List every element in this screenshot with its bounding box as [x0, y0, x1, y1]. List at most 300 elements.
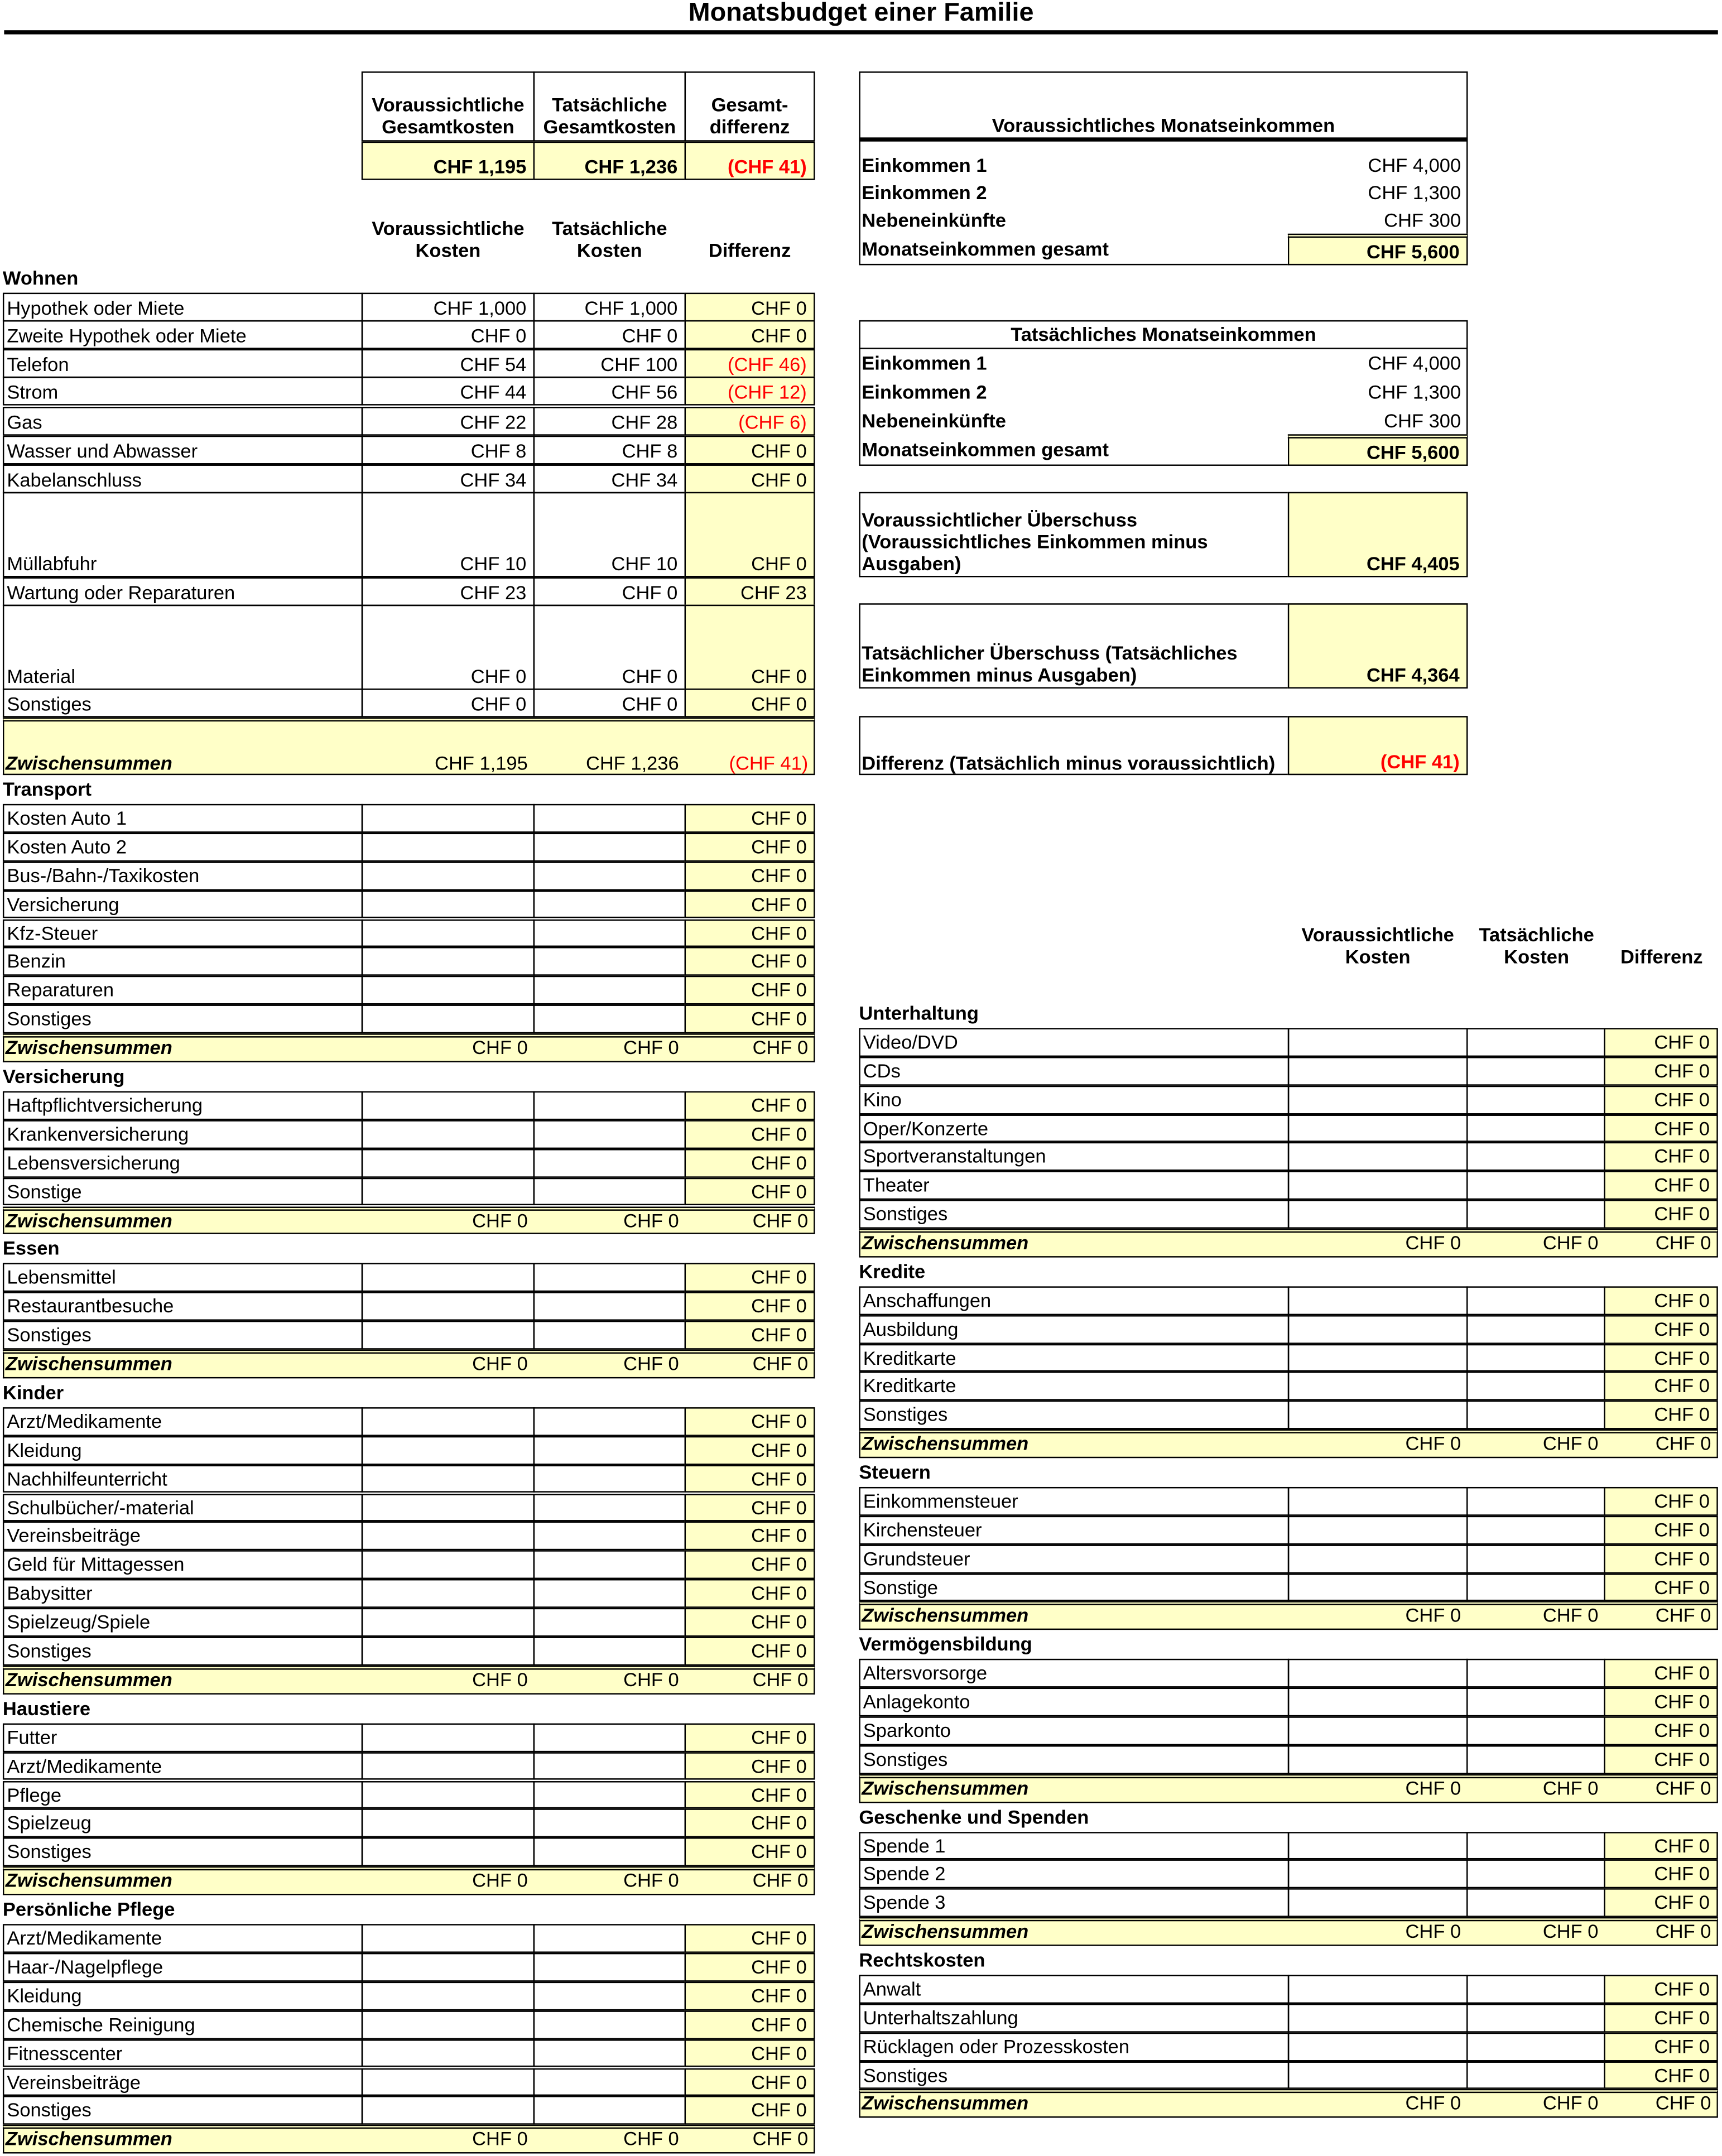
- left-actual-input[interactable]: [533, 1522, 686, 1551]
- left-diff: CHF 0: [685, 1522, 815, 1551]
- left-actual-input[interactable]: [533, 919, 686, 947]
- left-diff: CHF 0: [685, 2096, 815, 2125]
- left-item-label: Bus-/Bahn-/Taxikosten: [3, 862, 363, 890]
- right-actual-input[interactable]: [1466, 2004, 1605, 2032]
- left-actual-input[interactable]: [533, 947, 686, 976]
- right-planned-input[interactable]: [1288, 1831, 1468, 1860]
- left-planned-input[interactable]: [362, 1465, 535, 1493]
- right-diff: CHF 0: [1604, 1028, 1718, 1056]
- right-diff: CHF 0: [1604, 1344, 1718, 1372]
- right-item-label: Theater: [859, 1171, 1289, 1200]
- left-diff: CHF 0: [685, 2068, 815, 2096]
- housing-diff: (CHF 6): [685, 407, 815, 436]
- left-actual-input[interactable]: [533, 1005, 686, 1033]
- col-header-actual: Tatsächliche Kosten: [552, 217, 667, 261]
- right-actual-input[interactable]: [1466, 1344, 1605, 1372]
- left-item-label: Pflege: [3, 1780, 363, 1809]
- housing-diff: CHF 0: [685, 464, 815, 493]
- left-subtotal-actual: CHF 0: [623, 2128, 679, 2150]
- left-actual-input[interactable]: [533, 1809, 686, 1837]
- left-planned-input[interactable]: [362, 832, 535, 861]
- left-item-label: Haftpflichtversicherung: [3, 1091, 363, 1119]
- right-subtotal-planned: CHF 0: [1405, 1432, 1461, 1455]
- left-planned-input[interactable]: [362, 1263, 535, 1292]
- left-planned-input[interactable]: [362, 1723, 535, 1751]
- left-diff: CHF 0: [685, 1120, 815, 1148]
- left-item-label: Schulbücher/-material: [3, 1493, 363, 1522]
- right-actual-input[interactable]: [1466, 1028, 1605, 1056]
- housing-planned[interactable]: CHF 0: [362, 689, 535, 718]
- right-diff: CHF 0: [1604, 2061, 1718, 2089]
- right-actual-input[interactable]: [1466, 1688, 1605, 1716]
- left-subtotal-actual: CHF 0: [623, 1869, 679, 1892]
- right-planned-input[interactable]: [1288, 1401, 1468, 1430]
- left-actual-input[interactable]: [533, 1263, 686, 1292]
- expected-income-value-1: CHF 4,000: [1368, 153, 1461, 176]
- left-item-label: Fitnesscenter: [3, 2039, 363, 2067]
- housing-diff: CHF 23: [685, 577, 815, 606]
- housing-actual[interactable]: CHF 0: [533, 320, 686, 349]
- left-actual-input[interactable]: [533, 862, 686, 890]
- left-actual-input[interactable]: [533, 2010, 686, 2039]
- title-divider: [4, 30, 1718, 34]
- housing-label: Gas: [3, 407, 363, 436]
- right-diff: CHF 0: [1604, 2032, 1718, 2061]
- left-planned-input[interactable]: [362, 976, 535, 1004]
- left-actual-input[interactable]: [533, 890, 686, 918]
- left-section-title: Kinder: [2, 1381, 64, 1403]
- housing-planned[interactable]: CHF 54: [362, 349, 535, 378]
- right-subtotal-actual: CHF 0: [1542, 1920, 1599, 1942]
- left-actual-input[interactable]: [533, 976, 686, 1004]
- right-subtotal-diff: CHF 0: [1655, 1231, 1711, 1254]
- left-planned-input[interactable]: [362, 1407, 535, 1436]
- right-planned-input[interactable]: [1288, 1688, 1468, 1716]
- right-item-label: Spende 3: [859, 1889, 1289, 1917]
- housing-diff: CHF 0: [685, 605, 815, 690]
- housing-diff: CHF 0: [685, 436, 815, 465]
- right-section-title: Steuern: [859, 1461, 931, 1483]
- left-diff: CHF 0: [685, 1005, 815, 1033]
- right-item-label: Spende 2: [859, 1860, 1289, 1888]
- right-actual-input[interactable]: [1466, 1085, 1605, 1114]
- left-actual-input[interactable]: [533, 1493, 686, 1522]
- right-planned-input[interactable]: [1288, 1056, 1468, 1085]
- right-planned-input[interactable]: [1288, 2032, 1468, 2061]
- right-diff: CHF 0: [1604, 1085, 1718, 1114]
- housing-actual[interactable]: CHF 100: [533, 349, 686, 378]
- right-planned-input[interactable]: [1288, 2004, 1468, 2032]
- actual-income-value-3: CHF 300: [1384, 409, 1461, 432]
- right-planned-input[interactable]: [1288, 1372, 1468, 1401]
- left-diff: CHF 0: [685, 1780, 815, 1809]
- right-col-header-planned: Voraussichtliche Kosten: [1301, 923, 1454, 968]
- left-section-title: Transport: [2, 778, 92, 800]
- housing-diff: CHF 0: [685, 689, 815, 718]
- left-actual-input[interactable]: [533, 1608, 686, 1637]
- left-item-label: Restaurantbesuche: [3, 1292, 363, 1321]
- right-actual-input[interactable]: [1466, 1171, 1605, 1200]
- housing-actual[interactable]: CHF 0: [533, 577, 686, 606]
- left-subtotal-planned: CHF 0: [472, 1352, 528, 1374]
- left-actual-input[interactable]: [533, 1436, 686, 1464]
- left-planned-input[interactable]: [362, 2010, 535, 2039]
- left-actual-input[interactable]: [533, 1780, 686, 1809]
- right-actual-input[interactable]: [1466, 1716, 1605, 1745]
- col-header-planned: Voraussichtliche Kosten: [372, 217, 525, 261]
- right-actual-input[interactable]: [1466, 1114, 1605, 1142]
- left-diff: CHF 0: [685, 1263, 815, 1292]
- expected-income-total-label: Monatseinkommen gesamt: [862, 238, 1109, 260]
- housing-planned[interactable]: CHF 10: [362, 492, 535, 578]
- right-actual-input[interactable]: [1466, 1200, 1605, 1229]
- expected-income-divider: [859, 137, 1468, 141]
- right-planned-input[interactable]: [1288, 1085, 1468, 1114]
- left-item-label: Arzt/Medikamente: [3, 1407, 363, 1436]
- left-item-label: Benzin: [3, 947, 363, 976]
- actual-income-value-1: CHF 4,000: [1368, 352, 1461, 374]
- right-diff: CHF 0: [1604, 1286, 1718, 1315]
- right-item-label: Sportveranstaltungen: [859, 1143, 1289, 1171]
- right-diff: CHF 0: [1604, 1372, 1718, 1401]
- housing-label: Müllabfuhr: [3, 492, 363, 578]
- left-section-title: Haustiere: [2, 1697, 91, 1719]
- left-planned-input[interactable]: [362, 1579, 535, 1608]
- left-actual-input[interactable]: [533, 804, 686, 832]
- right-diff: CHF 0: [1604, 1573, 1718, 1601]
- left-diff: CHF 0: [685, 919, 815, 947]
- housing-diff: CHF 0: [685, 293, 815, 322]
- left-section-title: Essen: [2, 1237, 60, 1260]
- left-actual-input[interactable]: [533, 2068, 686, 2096]
- housing-planned[interactable]: CHF 8: [362, 436, 535, 465]
- expected-income-label-3: Nebeneinkünfte: [862, 209, 1006, 231]
- section-title-housing: Wohnen: [2, 266, 79, 289]
- summary-planned-total: CHF 1,195: [362, 142, 535, 180]
- left-subtotal-planned: CHF 0: [472, 2128, 528, 2150]
- actual-surplus-value: CHF 4,364: [1288, 603, 1468, 689]
- right-actual-input[interactable]: [1466, 1143, 1605, 1171]
- left-actual-input[interactable]: [533, 1579, 686, 1608]
- left-actual-input[interactable]: [533, 1407, 686, 1436]
- left-planned-input[interactable]: [362, 1493, 535, 1522]
- right-item-label: Einkommensteuer: [859, 1487, 1289, 1515]
- right-item-label: Grundsteuer: [859, 1544, 1289, 1573]
- left-planned-input[interactable]: [362, 919, 535, 947]
- left-actual-input[interactable]: [533, 1953, 686, 1981]
- left-subtotal-label: Zwischensummen: [5, 1209, 172, 1231]
- left-diff: CHF 0: [685, 1148, 815, 1177]
- right-diff: CHF 0: [1604, 1200, 1718, 1229]
- right-planned-input[interactable]: [1288, 1286, 1468, 1315]
- right-item-label: Unterhaltszahlung: [859, 2004, 1289, 2032]
- housing-subtotal-actual: CHF 1,236: [585, 752, 679, 774]
- left-actual-input[interactable]: [533, 1551, 686, 1579]
- right-subtotal-planned: CHF 0: [1405, 1604, 1461, 1626]
- right-actual-input[interactable]: [1466, 1659, 1605, 1687]
- left-subtotal-diff: CHF 0: [752, 2128, 809, 2150]
- left-actual-input[interactable]: [533, 1292, 686, 1321]
- left-planned-input[interactable]: [362, 1292, 535, 1321]
- actual-income-total-value: CHF 5,600: [1288, 434, 1468, 466]
- housing-actual[interactable]: CHF 10: [533, 492, 686, 578]
- housing-label: Strom: [3, 377, 363, 406]
- summary-header-actual: Tatsächliche Gesamtkosten: [533, 71, 686, 142]
- right-actual-input[interactable]: [1466, 1315, 1605, 1343]
- right-item-label: Anwalt: [859, 1975, 1289, 2003]
- left-diff: CHF 0: [685, 1751, 815, 1780]
- left-actual-input[interactable]: [533, 1723, 686, 1751]
- left-subtotal-label: Zwischensummen: [5, 1869, 172, 1892]
- housing-planned[interactable]: CHF 22: [362, 407, 535, 436]
- right-planned-input[interactable]: [1288, 1889, 1468, 1917]
- left-planned-input[interactable]: [362, 1780, 535, 1809]
- right-item-label: Kreditkarte: [859, 1372, 1289, 1401]
- right-actual-input[interactable]: [1466, 1745, 1605, 1774]
- right-subtotal-label: Zwischensummen: [862, 1604, 1029, 1626]
- right-diff: CHF 0: [1604, 1143, 1718, 1171]
- left-planned-input[interactable]: [362, 947, 535, 976]
- left-diff: CHF 0: [685, 976, 815, 1004]
- left-section-title: Versicherung: [2, 1065, 125, 1087]
- right-diff: CHF 0: [1604, 2004, 1718, 2032]
- left-diff: CHF 0: [685, 1321, 815, 1349]
- left-planned-input[interactable]: [362, 1809, 535, 1837]
- housing-actual[interactable]: CHF 34: [533, 464, 686, 493]
- left-planned-input[interactable]: [362, 1924, 535, 1952]
- expected-income-total-value: CHF 5,600: [1288, 234, 1468, 266]
- housing-label: Zweite Hypothek oder Miete: [3, 320, 363, 349]
- left-planned-input[interactable]: [362, 2039, 535, 2067]
- housing-planned[interactable]: CHF 23: [362, 577, 535, 606]
- right-item-label: Video/DVD: [859, 1028, 1289, 1056]
- left-subtotal-diff: CHF 0: [752, 1668, 809, 1691]
- left-actual-input[interactable]: [533, 1924, 686, 1952]
- summary-actual-total: CHF 1,236: [533, 142, 686, 180]
- left-planned-input[interactable]: [362, 1953, 535, 1981]
- left-diff: CHF 0: [685, 1091, 815, 1119]
- surplus-diff-label: Differenz (Tatsächlich minus voraussichtlich): [862, 752, 1276, 774]
- left-item-label: Babysitter: [3, 1579, 363, 1608]
- left-actual-input[interactable]: [533, 1637, 686, 1665]
- left-actual-input[interactable]: [533, 1981, 686, 2010]
- right-actual-input[interactable]: [1466, 1372, 1605, 1401]
- housing-actual[interactable]: CHF 8: [533, 436, 686, 465]
- right-planned-input[interactable]: [1288, 1344, 1468, 1372]
- actual-income-value-2: CHF 1,300: [1368, 381, 1461, 403]
- right-planned-input[interactable]: [1288, 1028, 1468, 1056]
- left-diff: CHF 0: [685, 1637, 815, 1665]
- right-subtotal-diff: CHF 0: [1655, 1432, 1711, 1455]
- left-item-label: Haar-/Nagelpflege: [3, 1953, 363, 1981]
- left-actual-input[interactable]: [533, 1177, 686, 1206]
- right-planned-input[interactable]: [1288, 1745, 1468, 1774]
- left-actual-input[interactable]: [533, 1838, 686, 1866]
- left-planned-input[interactable]: [362, 1177, 535, 1206]
- housing-diff: CHF 0: [685, 320, 815, 349]
- left-planned-input[interactable]: [362, 804, 535, 832]
- right-planned-input[interactable]: [1288, 1487, 1468, 1515]
- expected-income-label-2: Einkommen 2: [862, 181, 987, 204]
- left-planned-input[interactable]: [362, 1321, 535, 1349]
- right-subtotal-planned: CHF 0: [1405, 2092, 1461, 2115]
- right-item-label: Rücklagen oder Prozesskosten: [859, 2032, 1289, 2061]
- right-item-label: Anschaffungen: [859, 1286, 1289, 1315]
- left-planned-input[interactable]: [362, 1751, 535, 1780]
- left-planned-input[interactable]: [362, 862, 535, 890]
- right-actual-input[interactable]: [1466, 1544, 1605, 1573]
- left-subtotal-actual: CHF 0: [623, 1352, 679, 1374]
- right-planned-input[interactable]: [1288, 1515, 1468, 1544]
- left-item-label: Kleidung: [3, 1436, 363, 1464]
- left-actual-input[interactable]: [533, 1751, 686, 1780]
- right-diff: CHF 0: [1604, 1688, 1718, 1716]
- right-diff: CHF 0: [1604, 1515, 1718, 1544]
- expected-income-value-3: CHF 300: [1384, 209, 1461, 231]
- housing-actual[interactable]: CHF 28: [533, 407, 686, 436]
- right-planned-input[interactable]: [1288, 1659, 1468, 1687]
- left-planned-input[interactable]: [362, 1838, 535, 1866]
- left-diff: CHF 0: [685, 1579, 815, 1608]
- right-planned-input[interactable]: [1288, 1171, 1468, 1200]
- housing-subtotal-planned: CHF 1,195: [435, 752, 528, 774]
- housing-actual[interactable]: CHF 0: [533, 689, 686, 718]
- right-item-label: Altersvorsorge: [859, 1659, 1289, 1687]
- left-planned-input[interactable]: [362, 1120, 535, 1148]
- right-col-header-actual: Tatsächliche Kosten: [1479, 923, 1594, 968]
- left-subtotal-diff: CHF 0: [752, 1352, 809, 1374]
- right-actual-input[interactable]: [1466, 2032, 1605, 2061]
- left-diff: CHF 0: [685, 1838, 815, 1866]
- right-planned-input[interactable]: [1288, 1975, 1468, 2003]
- actual-surplus-label: Tatsächlicher Überschuss (Tatsächliches Einkommen minus Ausgaben): [862, 642, 1238, 686]
- right-planned-input[interactable]: [1288, 2061, 1468, 2089]
- right-planned-input[interactable]: [1288, 1200, 1468, 1229]
- housing-subtotal-label: Zwischensummen: [5, 752, 172, 774]
- right-actual-input[interactable]: [1466, 1975, 1605, 2003]
- left-planned-input[interactable]: [362, 1091, 535, 1119]
- right-section-title: Kredite: [859, 1260, 926, 1282]
- left-diff: CHF 0: [685, 1809, 815, 1837]
- left-planned-input[interactable]: [362, 1551, 535, 1579]
- left-actual-input[interactable]: [533, 1148, 686, 1177]
- right-diff: CHF 0: [1604, 1114, 1718, 1142]
- right-planned-input[interactable]: [1288, 1860, 1468, 1888]
- page-title: Monatsbudget einer Familie: [688, 0, 1034, 28]
- left-subtotal-planned: CHF 0: [472, 1036, 528, 1058]
- left-planned-input[interactable]: [362, 1148, 535, 1177]
- left-actual-input[interactable]: [533, 2096, 686, 2125]
- right-actual-input[interactable]: [1466, 1573, 1605, 1601]
- left-planned-input[interactable]: [362, 1436, 535, 1464]
- housing-actual[interactable]: CHF 1,000: [533, 293, 686, 322]
- right-actual-input[interactable]: [1466, 1860, 1605, 1888]
- housing-label: Telefon: [3, 349, 363, 378]
- left-item-label: Kosten Auto 1: [3, 804, 363, 832]
- housing-planned[interactable]: CHF 0: [362, 320, 535, 349]
- left-planned-input[interactable]: [362, 2096, 535, 2125]
- left-actual-input[interactable]: [533, 832, 686, 861]
- right-actual-input[interactable]: [1466, 2061, 1605, 2089]
- left-actual-input[interactable]: [533, 1120, 686, 1148]
- right-diff: CHF 0: [1604, 1860, 1718, 1888]
- left-planned-input[interactable]: [362, 1522, 535, 1551]
- housing-planned[interactable]: CHF 34: [362, 464, 535, 493]
- col-header-diff: Differenz: [708, 239, 791, 261]
- right-actual-input[interactable]: [1466, 1831, 1605, 1860]
- right-subtotal-label: Zwischensummen: [862, 2092, 1029, 2115]
- housing-actual[interactable]: CHF 0: [533, 605, 686, 690]
- housing-planned[interactable]: CHF 0: [362, 605, 535, 690]
- left-item-label: Sonstige: [3, 1177, 363, 1206]
- right-planned-input[interactable]: [1288, 1143, 1468, 1171]
- right-actual-input[interactable]: [1466, 1487, 1605, 1515]
- left-diff: CHF 0: [685, 1465, 815, 1493]
- left-actual-input[interactable]: [533, 2039, 686, 2067]
- left-actual-input[interactable]: [533, 1465, 686, 1493]
- right-subtotal-label: Zwischensummen: [862, 1231, 1029, 1254]
- left-planned-input[interactable]: [362, 1608, 535, 1637]
- left-planned-input[interactable]: [362, 1005, 535, 1033]
- right-item-label: Sonstiges: [859, 2061, 1289, 2089]
- left-planned-input[interactable]: [362, 890, 535, 918]
- left-diff: CHF 0: [685, 947, 815, 976]
- right-subtotal-planned: CHF 0: [1405, 1777, 1461, 1799]
- left-planned-input[interactable]: [362, 1981, 535, 2010]
- right-item-label: Sonstiges: [859, 1745, 1289, 1774]
- left-actual-input[interactable]: [533, 1091, 686, 1119]
- right-section-title: Vermögensbildung: [859, 1633, 1032, 1656]
- left-item-label: Kosten Auto 2: [3, 832, 363, 861]
- housing-planned[interactable]: CHF 1,000: [362, 293, 535, 322]
- right-planned-input[interactable]: [1288, 1114, 1468, 1142]
- right-planned-input[interactable]: [1288, 1716, 1468, 1745]
- left-actual-input[interactable]: [533, 1321, 686, 1349]
- left-subtotal-planned: CHF 0: [472, 1668, 528, 1691]
- right-actual-input[interactable]: [1466, 1889, 1605, 1917]
- right-planned-input[interactable]: [1288, 1544, 1468, 1573]
- housing-diff: CHF 0: [685, 492, 815, 578]
- right-planned-input[interactable]: [1288, 1315, 1468, 1343]
- left-diff: CHF 0: [685, 1723, 815, 1751]
- left-diff: CHF 0: [685, 1608, 815, 1637]
- right-item-label: Sonstige: [859, 1573, 1289, 1601]
- housing-planned[interactable]: CHF 44: [362, 377, 535, 406]
- left-subtotal-diff: CHF 0: [752, 1869, 809, 1892]
- left-item-label: Nachhilfeunterricht: [3, 1465, 363, 1493]
- right-planned-input[interactable]: [1288, 1573, 1468, 1601]
- right-subtotal-actual: CHF 0: [1542, 1777, 1599, 1799]
- right-diff: CHF 0: [1604, 1716, 1718, 1745]
- left-subtotal-label: Zwischensummen: [5, 1036, 172, 1058]
- right-actual-input[interactable]: [1466, 1401, 1605, 1430]
- housing-actual[interactable]: CHF 56: [533, 377, 686, 406]
- right-section-title: Rechtskosten: [859, 1948, 985, 1971]
- left-planned-input[interactable]: [362, 2068, 535, 2096]
- right-actual-input[interactable]: [1466, 1056, 1605, 1085]
- right-diff: CHF 0: [1604, 1975, 1718, 2003]
- housing-label: Wartung oder Reparaturen: [3, 577, 363, 606]
- left-planned-input[interactable]: [362, 1637, 535, 1665]
- right-actual-input[interactable]: [1466, 1515, 1605, 1544]
- right-section-title: Unterhaltung: [859, 1002, 979, 1024]
- expected-income-title: Voraussichtliches Monatseinkommen: [992, 114, 1335, 136]
- left-subtotal-actual: CHF 0: [623, 1209, 679, 1231]
- surplus-diff-value: (CHF 41): [1288, 716, 1468, 775]
- housing-label: Hypothek oder Miete: [3, 293, 363, 322]
- right-actual-input[interactable]: [1466, 1286, 1605, 1315]
- left-subtotal-actual: CHF 0: [623, 1668, 679, 1691]
